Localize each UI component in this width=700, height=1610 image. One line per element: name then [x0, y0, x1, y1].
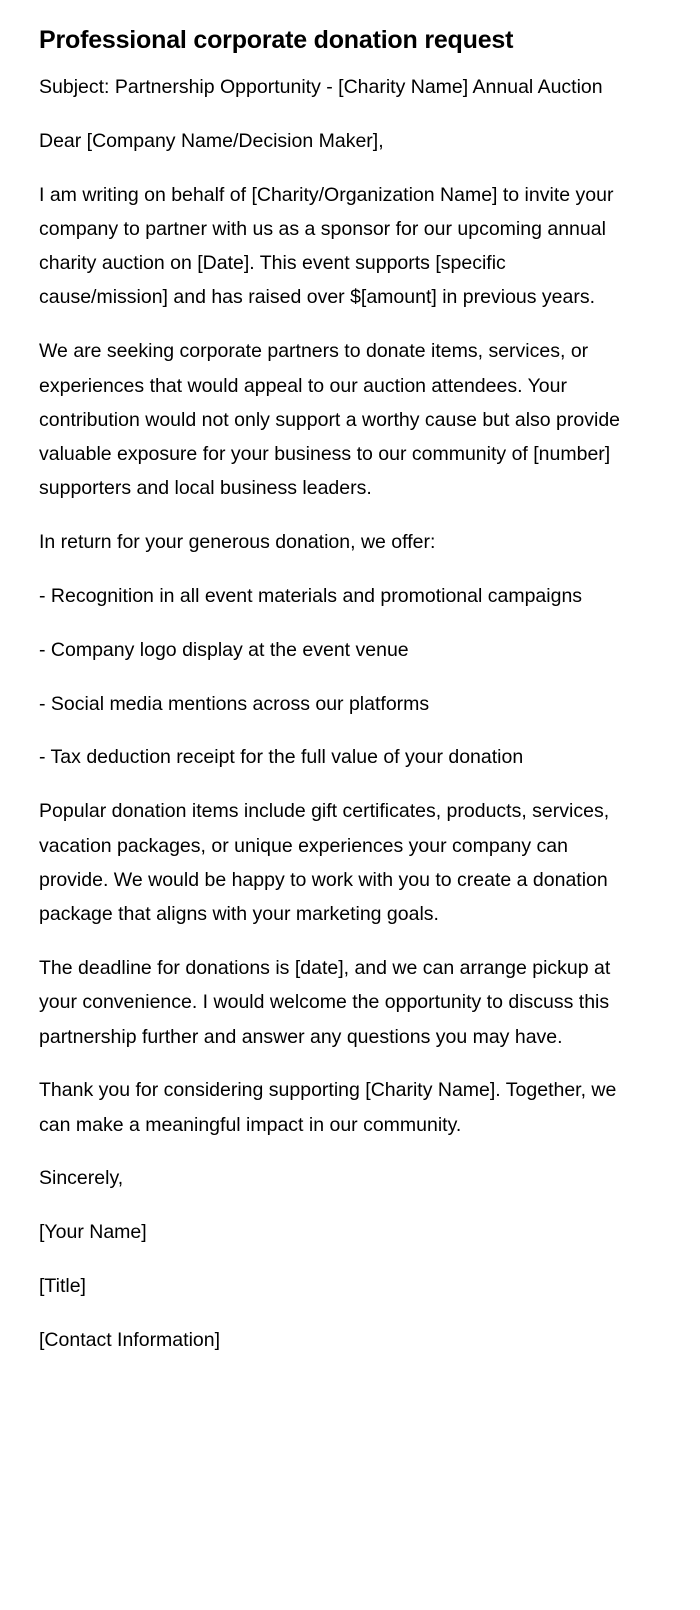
benefit-item: - Social media mentions across our platforms	[39, 692, 430, 715]
body-paragraph: Popular donation items include gift certificates, products, services, vacation packages, or unique experiences your company can provide. We would be happy to work with you to create a donation package that aligns with your marketing goals.	[39, 800, 610, 926]
page-title: Professional corporate donation request	[39, 26, 514, 54]
body-paragraph: In return for your generous donation, we offer:	[39, 531, 436, 554]
letter-document	[39, 22, 631, 1377]
benefit-item: - Company logo display at the event venue	[39, 638, 409, 661]
salutation: Dear [Company Name/Decision Maker],	[39, 129, 384, 152]
signature-contact: [Contact Information]	[39, 1328, 221, 1351]
subject-line: Subject: Partnership Opportunity - [Charity Name] Annual Auction	[39, 76, 603, 98]
body-paragraph: Thank you for considering supporting [Charity Name]. Together, we can make a meaningful impact in our community.	[39, 1079, 617, 1136]
body-paragraph: The deadline for donations is [date], and we can arrange pickup at your convenience. I would welcome the opportunity to discuss this partnership further and answer any questions you may have.	[39, 956, 611, 1048]
closing: Sincerely,	[39, 1167, 124, 1190]
body-paragraph: We are seeking corporate partners to donate items, services, or experiences that would appeal to our auction attendees. Your contribution would not only support a worthy cause but also provide valuable exposure for your business to our community of [number] supporters and local business leaders.	[39, 340, 621, 500]
body-paragraph: I am writing on behalf of [Charity/Organization Name] to invite your company to partner with us as a sponsor for our upcoming annual charity auction on [Date]. This event supports [specific cause/mission] and has raised over $[amount] in previous years.	[39, 183, 614, 309]
signature-name: [Your Name]	[39, 1221, 147, 1244]
benefit-item: - Tax deduction receipt for the full value of your donation	[39, 746, 524, 769]
signature-title: [Title]	[39, 1275, 86, 1298]
benefit-item: - Recognition in all event materials and promotional campaigns	[39, 585, 583, 608]
